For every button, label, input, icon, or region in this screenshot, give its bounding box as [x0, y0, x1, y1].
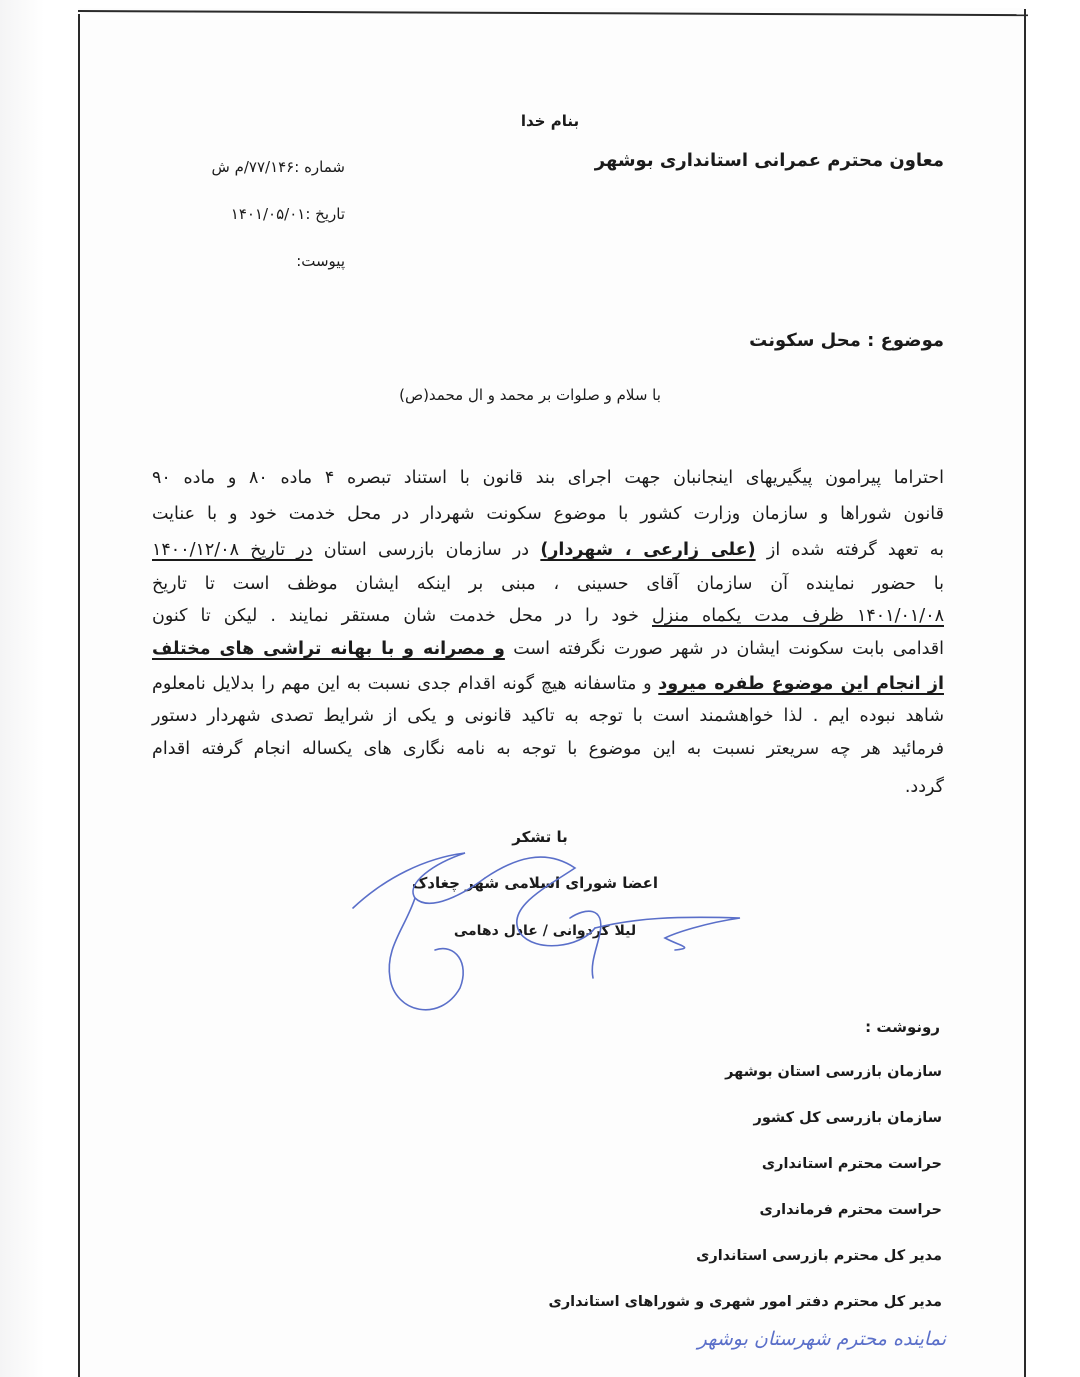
emphasis-text: و مصرانه و با بهانه تراشی های مختلف — [152, 639, 505, 659]
body-line: احتراما پیرامون پیگیریهای اینجانبان جهت اجرای بند قانون با استناد تبصره ۴ ماده ۸۰ و ماده ۹۰ — [152, 468, 944, 488]
invocation: بنام خدا — [520, 112, 580, 130]
body-line — [152, 540, 944, 560]
body-text: در سازمان بازرسی استان — [323, 540, 530, 560]
handwritten-note: نماینده محترم شهرستان بوشهر — [697, 1328, 946, 1350]
body-line: گردد. — [904, 777, 944, 797]
body-text: خود را در محل خدمت شان مستقر نمایند . لیکن تا کنون — [152, 606, 639, 626]
paper-edge-left — [78, 14, 80, 1377]
commitment-date: در تاریخ ۱۴۰۰/۱۲/۰۸ — [152, 540, 313, 560]
page-margin — [0, 0, 44, 1377]
recipient: معاون محترم عمرانی استانداری بوشهر — [594, 150, 944, 171]
body-line: شاهد نبوده ایم . لذا خواهشمند است با توجه به تاکید قانونی و یکی از شرایط تصدی شهردار دستور — [152, 706, 944, 726]
cc-item: مدیر کل محترم بازرسی استانداری — [696, 1248, 942, 1264]
letter-attachment: پیوست: — [296, 252, 345, 270]
cc-item: سازمان بازرسی کل کشور — [753, 1110, 942, 1126]
body-text: و متاسفانه هیچ گونه اقدام جدی نسبت به این مهم را بدلایل نامعلوم — [152, 674, 652, 694]
body-text: به تعهد گرفته شده از — [766, 540, 944, 560]
cc-title: رونوشت : — [865, 1018, 940, 1036]
council-name: اعضا شورای اسلامی شهر چغادک — [411, 874, 659, 892]
signature-scribble — [345, 838, 745, 1028]
signer-names: لیلا کردوانی / عادل دهامی — [453, 923, 637, 939]
letter-number: شماره :۷۷/۱۴۶/م ش — [211, 158, 345, 176]
body-line: قانون شوراها و سازمان وزارت کشور با موضوع سکونت شهردار در محل خدمت خود و با عنایت — [152, 504, 944, 524]
greeting: با سلام و صلوات بر محمد و ال محمد(ص) — [399, 386, 661, 404]
paper-edge-right — [1024, 9, 1026, 1377]
deadline-text: ۱۴۰۱/۰۱/۰۸ ظرف مدت یکماه منزل — [652, 606, 944, 626]
body-line: فرمائید هر چه سریعتر نسبت به این موضوع با توجه به نامه نگاری های یکساله انجام گرفته اقدام — [152, 739, 944, 759]
body-line — [152, 639, 944, 659]
body-text: اقدامی بابت سکونت ایشان در شهر صورت نگرفته است — [513, 639, 944, 659]
cc-item: حراست محترم استانداری — [761, 1156, 942, 1172]
mayor-name: (علی زارعی ، شهردار) — [540, 540, 756, 560]
body-line — [152, 606, 944, 626]
body-line: با حضور نماینده آن سازمان آقای حسینی ، مبنی بر اینکه ایشان موظف است تا تاریخ — [152, 574, 944, 594]
closing-thanks: با تشکر — [512, 828, 568, 846]
emphasis-text: از انجام این موضوع طفره میرود — [658, 674, 944, 694]
subject: موضوع : محل سکونت — [749, 330, 944, 351]
letter-date: تاریخ :۱۴۰۱/۰۵/۰۱ — [230, 205, 345, 223]
cc-item: مدیر کل محترم دفتر امور شهری و شوراهای استانداری — [548, 1294, 942, 1310]
cc-item: سازمان بازرسی استان بوشهر — [725, 1064, 942, 1080]
body-line — [152, 674, 944, 694]
cc-item: حراست محترم فرمانداری — [759, 1202, 942, 1218]
